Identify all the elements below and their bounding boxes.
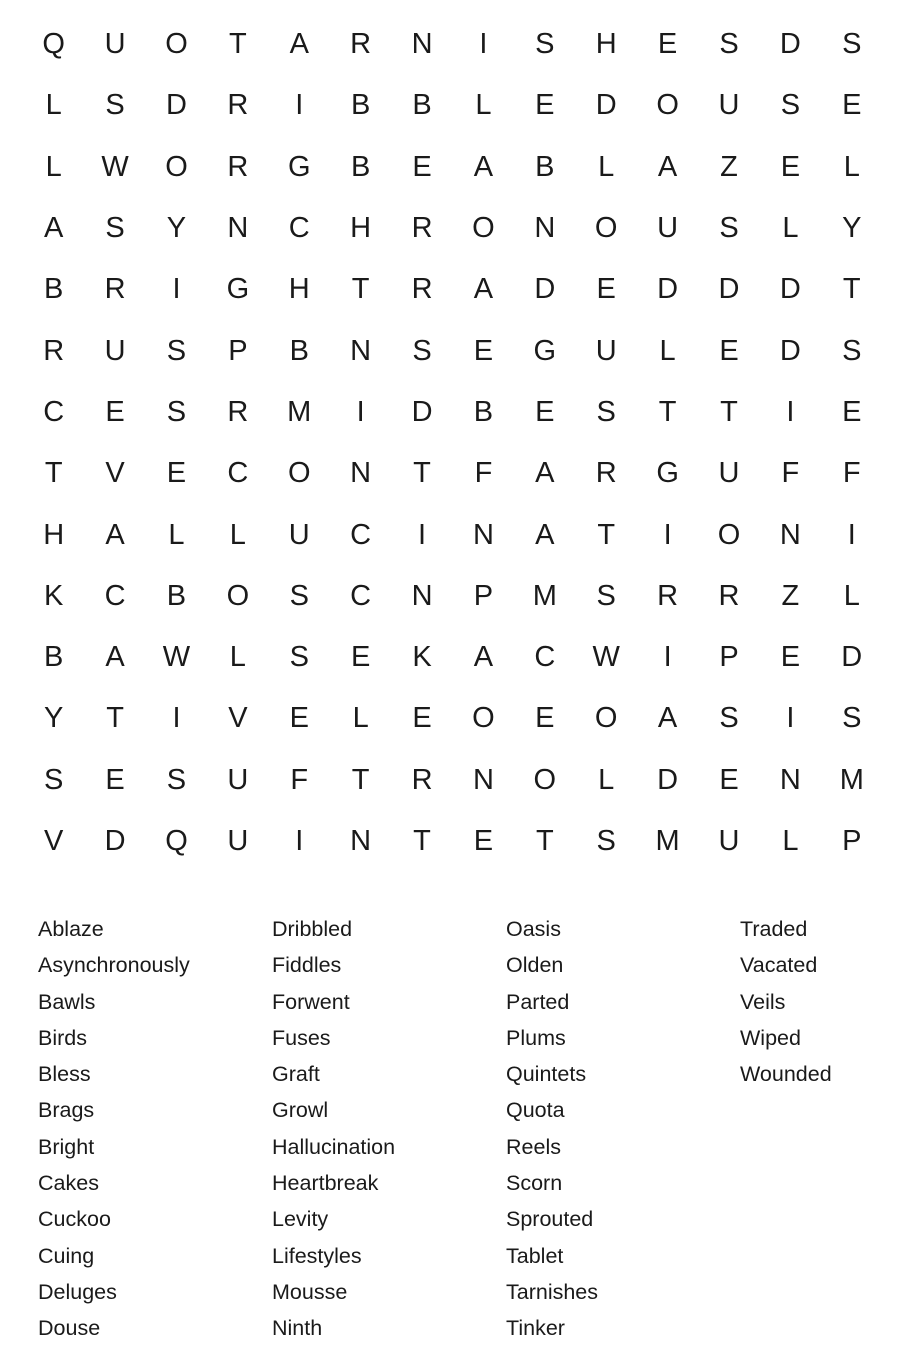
grid-cell[interactable]: Z [720, 150, 738, 183]
grid-cell[interactable]: R [657, 579, 679, 612]
grid-cell[interactable]: B [473, 395, 494, 428]
grid-cell[interactable]: N [779, 518, 801, 551]
grid-cell[interactable]: M [655, 825, 680, 857]
grid-cell[interactable]: U [227, 825, 249, 857]
grid-cell[interactable]: B [350, 89, 371, 122]
grid-cell[interactable]: S [596, 395, 616, 428]
grid-cell[interactable]: F [474, 457, 493, 490]
word-list-item: Hallucination [272, 1134, 396, 1159]
word-list-item: Cuing [38, 1243, 95, 1268]
grid-cell[interactable]: E [289, 702, 309, 735]
grid-cell[interactable]: S [535, 28, 555, 61]
grid-cell[interactable]: E [166, 457, 187, 490]
grid-cell[interactable]: O [533, 763, 557, 796]
grid-cell[interactable]: I [418, 518, 427, 551]
grid-cell[interactable]: R [411, 212, 433, 245]
grid-cell[interactable]: S [842, 702, 862, 735]
grid-cell[interactable]: O [594, 212, 618, 245]
grid-cell[interactable]: R [43, 334, 65, 367]
grid-cell[interactable]: E [842, 395, 862, 428]
grid-cell[interactable]: D [534, 273, 556, 306]
word-list [38, 911, 900, 1347]
grid-cell[interactable]: I [847, 518, 856, 551]
grid-cell[interactable]: T [597, 518, 616, 551]
grid-cell[interactable]: O [165, 150, 188, 183]
grid-cell[interactable]: D [657, 763, 679, 796]
grid-cell[interactable]: D [779, 28, 801, 61]
grid-cell[interactable]: N [472, 518, 494, 551]
grid-cell[interactable]: N [350, 825, 372, 857]
grid-cell[interactable]: S [44, 763, 64, 796]
grid-cell[interactable]: S [596, 825, 616, 857]
grid-cell[interactable]: E [105, 395, 125, 428]
grid-cell[interactable]: B [166, 579, 187, 612]
grid-cell[interactable]: H [595, 28, 617, 61]
grid-cell[interactable]: G [287, 150, 311, 183]
grid-cell[interactable]: U [595, 334, 617, 367]
grid-cell[interactable]: L [168, 518, 185, 551]
grid-cell[interactable]: A [105, 518, 125, 551]
grid-cell[interactable]: L [598, 763, 615, 796]
grid-cell[interactable]: E [473, 825, 494, 857]
grid-cell[interactable]: L [598, 150, 615, 183]
grid-cell[interactable]: E [473, 334, 494, 367]
grid-cell[interactable]: S [289, 641, 309, 674]
grid-cell[interactable]: F [290, 763, 309, 796]
grid-cell[interactable]: R [227, 395, 249, 428]
grid-cell[interactable]: D [657, 273, 679, 306]
grid-cell[interactable]: N [411, 579, 433, 612]
grid-cell[interactable]: L [782, 825, 799, 857]
grid-cell[interactable]: S [105, 89, 125, 122]
grid-cell[interactable]: S [596, 579, 616, 612]
grid-cell[interactable]: D [841, 641, 863, 674]
grid-cell[interactable]: I [786, 395, 795, 428]
grid-cell[interactable]: E [719, 334, 739, 367]
grid-cell[interactable]: T [106, 702, 124, 735]
grid-cell[interactable]: O [594, 702, 618, 735]
grid-cell[interactable]: I [663, 641, 672, 674]
grid-cell[interactable]: C [288, 212, 310, 245]
grid-cell[interactable]: W [592, 641, 620, 674]
grid-cell[interactable]: S [842, 334, 862, 367]
grid-cell[interactable]: R [227, 89, 249, 122]
grid-cell[interactable]: M [287, 395, 312, 428]
word-list-item: Graft [272, 1062, 320, 1087]
grid-cell[interactable]: S [412, 334, 432, 367]
grid-cell[interactable]: S [166, 763, 187, 796]
grid-cell[interactable]: P [719, 641, 739, 674]
grid-cell[interactable]: E [105, 763, 125, 796]
grid-cell[interactable]: V [228, 702, 248, 735]
grid-cell[interactable]: E [350, 641, 371, 674]
grid-cell[interactable]: T [720, 395, 738, 428]
grid-cell[interactable]: P [228, 334, 248, 367]
word-list-item: Sprouted [506, 1207, 594, 1232]
grid-cell[interactable]: N [534, 212, 556, 245]
grid-cell[interactable]: L [229, 518, 246, 551]
grid-cell[interactable]: Y [842, 212, 862, 245]
grid-cell[interactable]: T [229, 28, 247, 61]
grid-cell[interactable]: C [227, 457, 249, 490]
grid-cell[interactable]: O [472, 212, 495, 245]
grid-cell[interactable]: R [104, 273, 126, 306]
grid-cell[interactable]: D [595, 89, 617, 122]
grid-cell[interactable]: F [842, 457, 861, 490]
grid-cell[interactable]: R [350, 28, 372, 61]
grid-cell[interactable]: R [227, 150, 249, 183]
grid-cell[interactable]: E [412, 702, 432, 735]
grid-cell[interactable]: L [45, 89, 62, 122]
grid-cell[interactable]: H [350, 212, 372, 245]
word-list-item: Tablet [506, 1243, 564, 1268]
grid-cell[interactable]: S [105, 212, 125, 245]
letter-grid [23, 14, 883, 872]
grid-cell[interactable]: Q [42, 28, 65, 61]
grid-cell[interactable]: P [842, 825, 862, 857]
grid-cell[interactable]: D [718, 273, 740, 306]
word-list-item: Quintets [506, 1062, 587, 1087]
grid-cell[interactable]: L [843, 579, 860, 612]
grid-cell[interactable]: U [227, 763, 249, 796]
grid-cell[interactable]: N [227, 212, 249, 245]
word-list-item: Deluges [38, 1279, 117, 1304]
word-list-item: Ablaze [38, 917, 104, 941]
grid-cell[interactable]: L [229, 641, 246, 674]
word-list-item: Olden [506, 953, 564, 978]
grid-cell[interactable]: W [162, 641, 191, 674]
word-list-column [272, 911, 506, 1347]
grid-cell[interactable]: E [535, 89, 555, 122]
grid-cell[interactable]: A [44, 212, 64, 245]
word-list-item: Parted [506, 989, 570, 1014]
word-list-item: Fiddles [272, 953, 342, 978]
grid-cell[interactable]: T [535, 825, 554, 857]
word-list-item: Lifestyles [272, 1243, 362, 1268]
grid-cell[interactable]: V [44, 825, 64, 857]
grid-cell[interactable]: A [289, 28, 309, 61]
grid-cell[interactable]: I [295, 89, 304, 122]
word-list-item: Vacated [740, 953, 818, 978]
grid-cell[interactable]: U [104, 334, 126, 367]
grid-cell[interactable]: N [779, 763, 801, 796]
grid-cell[interactable]: K [44, 579, 64, 612]
grid-cell[interactable]: L [659, 334, 676, 367]
grid-cell[interactable]: R [595, 457, 617, 490]
grid-cell[interactable]: I [172, 702, 181, 735]
grid-cell[interactable]: G [226, 273, 250, 306]
grid-cell[interactable]: M [839, 763, 864, 796]
grid-cell[interactable]: G [533, 334, 557, 367]
grid-cell[interactable]: O [226, 579, 250, 612]
grid-cell[interactable]: O [472, 702, 495, 735]
word-list-item: Fuses [272, 1025, 331, 1050]
grid-cell[interactable]: U [288, 518, 310, 551]
word-list-item: Tinker [506, 1316, 565, 1341]
grid-cell[interactable]: G [656, 457, 679, 490]
word-list-item: Bright [38, 1134, 95, 1159]
grid-cell[interactable]: A [473, 150, 494, 183]
grid-cell[interactable]: I [786, 702, 795, 735]
grid-cell[interactable]: N [350, 457, 372, 490]
grid-cell[interactable]: I [172, 273, 181, 306]
grid-cell[interactable]: R [411, 763, 433, 796]
grid-cell[interactable]: L [45, 150, 62, 183]
word-list-item: Scorn [506, 1171, 563, 1196]
grid-cell[interactable]: L [475, 89, 492, 122]
grid-cell[interactable]: I [479, 28, 488, 61]
word-list-item: Birds [38, 1025, 87, 1050]
grid-cell[interactable]: A [535, 457, 555, 490]
word-list-item: Quota [506, 1098, 565, 1123]
word-list-item: Douse [38, 1316, 101, 1341]
grid-cell[interactable]: D [411, 395, 433, 428]
grid-cell[interactable]: I [356, 395, 365, 428]
word-list-item: Bawls [38, 989, 96, 1014]
word-list-item: Veils [740, 989, 786, 1014]
grid-cell[interactable]: P [473, 579, 494, 612]
grid-cell[interactable]: B [535, 150, 555, 183]
grid-cell[interactable]: S [780, 89, 801, 122]
word-list-item: Mousse [272, 1279, 348, 1304]
word-list-item: Dribbled [272, 917, 353, 941]
grid-cell[interactable]: D [779, 334, 801, 367]
word-list-item: Cuckoo [38, 1207, 111, 1232]
grid-cell[interactable]: S [719, 28, 739, 61]
grid-cell[interactable]: O [717, 518, 741, 551]
grid-cell[interactable]: E [535, 395, 555, 428]
grid-cell[interactable]: L [352, 702, 369, 735]
grid-cell[interactable]: E [780, 641, 801, 674]
grid-cell[interactable]: T [413, 457, 431, 490]
grid-cell[interactable]: A [657, 702, 678, 735]
grid-cell[interactable]: E [596, 273, 616, 306]
grid-cell[interactable]: V [105, 457, 125, 490]
grid-cell[interactable]: F [781, 457, 800, 490]
word-list-column [740, 911, 900, 1347]
grid-cell[interactable]: O [287, 457, 311, 490]
grid-cell[interactable]: B [412, 89, 432, 122]
grid-cell[interactable]: U [657, 212, 679, 245]
grid-cell[interactable]: S [166, 334, 187, 367]
word-list-item: Oasis [506, 917, 561, 941]
grid-cell[interactable]: S [842, 28, 862, 61]
grid-cell[interactable]: C [350, 518, 372, 551]
grid-cell[interactable]: S [166, 395, 187, 428]
grid-cell[interactable]: C [104, 579, 126, 612]
grid-cell[interactable]: B [350, 150, 371, 183]
grid-cell[interactable]: N [350, 334, 372, 367]
grid-cell[interactable]: K [412, 641, 432, 674]
word-list-item: Growl [272, 1098, 329, 1123]
grid-cell[interactable]: E [780, 150, 801, 183]
grid-cell[interactable]: T [413, 825, 431, 857]
grid-cell[interactable]: A [105, 641, 125, 674]
word-list-item: Ninth [272, 1316, 323, 1341]
word-list-column [506, 911, 740, 1347]
grid-cell[interactable]: R [718, 579, 740, 612]
grid-cell[interactable]: M [532, 579, 557, 612]
grid-cell[interactable]: S [289, 579, 309, 612]
grid-cell[interactable]: A [473, 273, 494, 306]
grid-cell[interactable]: T [842, 273, 861, 306]
grid-cell[interactable]: O [656, 89, 679, 122]
grid-cell[interactable]: T [658, 395, 677, 428]
grid-cell[interactable]: L [782, 212, 799, 245]
grid-cell[interactable]: H [288, 273, 310, 306]
grid-cell[interactable]: D [166, 89, 187, 122]
grid-cell[interactable]: I [663, 518, 672, 551]
word-list-item: Cakes [38, 1171, 99, 1196]
grid-cell[interactable]: B [289, 334, 309, 367]
word-list-item: Traded [740, 917, 808, 941]
grid-cell[interactable]: A [535, 518, 555, 551]
word-list-item: Brags [38, 1098, 95, 1123]
grid-cell[interactable]: E [719, 763, 739, 796]
word-list-item: Forwent [272, 989, 350, 1014]
grid-cell[interactable]: Y [44, 702, 64, 735]
grid-cell[interactable]: E [535, 702, 555, 735]
grid-cell[interactable]: Y [166, 212, 187, 245]
word-list-item: Tarnishes [506, 1279, 599, 1304]
grid-cell[interactable]: I [295, 825, 304, 857]
grid-cell[interactable]: L [843, 150, 860, 183]
grid-cell[interactable]: D [104, 825, 126, 857]
grid-cell[interactable]: N [472, 763, 494, 796]
grid-cell[interactable]: H [43, 518, 65, 551]
word-list-item: Plums [506, 1025, 566, 1050]
grid-cell[interactable]: C [350, 579, 372, 612]
word-list-item: Heartbreak [272, 1171, 379, 1196]
word-list-item: Levity [272, 1207, 329, 1232]
grid-cell[interactable]: U [718, 457, 740, 490]
word-list-item: Asynchronously [38, 953, 190, 978]
grid-cell[interactable]: O [165, 28, 188, 61]
grid-cell[interactable]: E [412, 150, 432, 183]
grid-cell[interactable]: E [657, 28, 678, 61]
word-list-item: Bless [38, 1062, 91, 1087]
word-list-item: Wiped [740, 1025, 801, 1050]
word-list-item: Wounded [740, 1062, 832, 1087]
grid-cell[interactable]: E [842, 89, 862, 122]
grid-cell[interactable]: U [718, 825, 740, 857]
grid-cell[interactable]: S [719, 212, 739, 245]
grid-cell[interactable]: S [719, 702, 739, 735]
grid-cell[interactable]: T [44, 457, 63, 490]
grid-cell[interactable]: A [657, 150, 678, 183]
grid-cell[interactable]: B [44, 641, 64, 674]
grid-cell[interactable]: U [718, 89, 740, 122]
grid-cell[interactable]: Q [165, 825, 188, 857]
grid-cell[interactable]: W [101, 150, 129, 183]
grid-cell[interactable]: T [351, 763, 370, 796]
grid-cell[interactable]: C [43, 395, 65, 428]
word-list-column [38, 911, 272, 1347]
grid-cell[interactable]: R [411, 273, 433, 306]
grid-cell[interactable]: U [104, 28, 126, 61]
grid-cell[interactable]: C [534, 641, 556, 674]
grid-cell[interactable]: Z [781, 579, 800, 612]
grid-cell[interactable]: T [351, 273, 370, 306]
grid-cell[interactable]: N [411, 28, 433, 61]
word-list-item: Reels [506, 1134, 561, 1159]
grid-cell[interactable]: B [44, 273, 64, 306]
grid-cell[interactable]: D [779, 273, 801, 306]
grid-cell[interactable]: A [473, 641, 494, 674]
